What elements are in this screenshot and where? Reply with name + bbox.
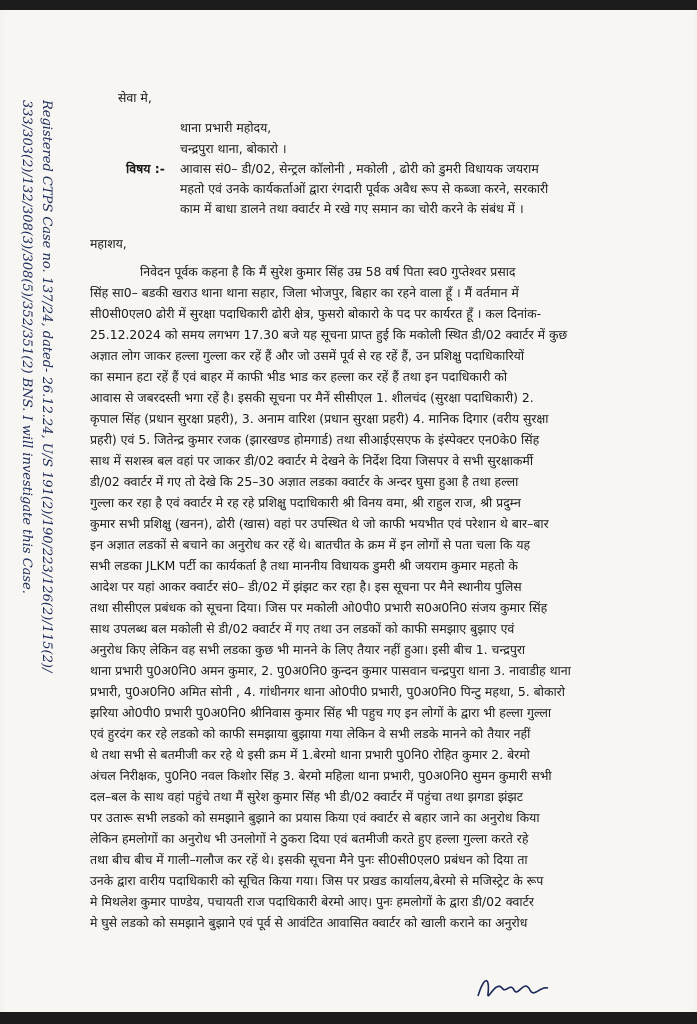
body-line: थाना प्रभारी पु0अ0नि0 अमन कुमार, 2. पु0अ0नि0 कुन्दन कुमार पासवान चन्द्रपुरा थाना 3. नावाडीह थाना <box>90 663 571 678</box>
subject-line-2: महतो एवं उनके कार्यकर्ताओं द्वारा रंगदारी पूर्वक अवैध रूप से कब्जा करने, सरकारी <box>180 181 549 196</box>
handwritten-endorsement <box>18 100 62 990</box>
subject-line-1: आवास सं0– डी/02, सेन्ट्रल कॉलोनी , मकोली , ढोरी को डुमरी विधायक जयराम <box>180 161 539 176</box>
body-line: आवास से जबरदस्ती भगा रहें है। इसकी सूचना पर मैनें सीसीएल 1. शीलचंद (सुरक्षा पदाधिकारी) 2. <box>90 390 534 405</box>
body-line: झरिया ओ0पी0 प्रभारी पु0अ0नि0 श्रीनिवास कुमार सिंह भी पहुच गए इन लोगों के द्वारा भी हल्ला गुल्ला <box>90 705 552 720</box>
subject-line-3: काम में बाधा डालने तथा क्वार्टर मे रखे गए समान का चोरी करने के संबंध में । <box>180 201 524 216</box>
body-line: एवं हुरदंग कर रहे लडको को काफी समझाया बुझाया गया लेकिन वे सभी लडके मानने को तैयार नहीं <box>90 726 531 741</box>
body-line: मे मिथलेश कुमार पाण्डेय, पचायती राज पदाधिकारी बेरमो आए। पुनः हमलोगों के द्वारा डी/02 क्वार्टर <box>90 894 534 909</box>
body-line: अज्ञात लोग जाकर हल्ला गुल्ला कर रहें हैं और जो उसमें पूर्व से रह रहें हैं, उन प्रशिक्षु पदाधिकारियों <box>90 348 525 363</box>
body-line: सिंह सा0– बडकी खराउ थाना थाना सहार, जिला भोजपुर, बिहार का रहने वाला हूँ । मैं वर्तमान में <box>90 285 519 300</box>
seva-me: सेवा मे, <box>118 90 152 105</box>
body-line: तथा बीच बीच में गाली–गलौज कर रहें थे। इसकी सूचना मैने पुनः सी0सी0एल0 प्रबंधन को दिया ता <box>90 852 528 867</box>
bottom-border <box>0 1012 697 1024</box>
body-line: निवेदन पूर्वक कहना है कि मैं सुरेश कुमार सिंह उम्र 58 वर्ष पिता स्व0 गुप्तेश्वर प्रसाद <box>140 264 516 279</box>
body-line: पर उतारू सभी लडको को समझाने बुझाने का प्रयास किया एवं क्वार्टर से बहार जाने का अनुरोध किया <box>90 810 540 825</box>
body-line: इन अज्ञात लडकों से बचाने का अनुरोध कर रहें थे। बातचीत के क्रम में इन लोगों से पता चला कि यह <box>90 537 531 552</box>
body-line: प्रभारी, पु0अ0नि0 अमित सोनी , 4. गांधीनगर थाना ओ0पी0 प्रभारी, पु0अ0नि0 पिन्टु महथा, 5. बोकारो <box>90 684 565 699</box>
handwritten-line-1: Registered CTPS Case no. 137/24, dated- 26.12.24, U/S 191(2)/190/223/126(2)/115(2)/ <box>39 100 54 673</box>
body-line: थे तथा सभी से बतमीजी कर रहे थे इसी क्रम में 1.बेरमो थाना प्रभारी पु0नि0 रोहित कुमार 2. बेरमो <box>90 747 530 762</box>
body-line: डी/02 क्वार्टर में गए तो देखे कि 25–30 अज्ञात लडका क्वार्टर के अन्दर घुसा हुआ है तथा हल्ला <box>90 474 519 489</box>
body-line: 25.12.2024 को समय लगभग 17.30 बजे यह सूचना प्राप्त हुई कि मकोली स्थित डी/02 क्वार्टर में कुछ <box>90 327 568 342</box>
recipient-line-1: थाना प्रभारी महोदय, <box>180 120 272 135</box>
body-line: उनके द्वारा वारीय पदाधिकारी को सूचित किया गया। जिस पर प्रखड कार्यालय,बेरमो से मजिस्ट्रेट के रूप <box>90 873 544 888</box>
salutation: महाशय, <box>90 236 127 251</box>
body-line: तथा सीसीएल प्रबंधक को सूचना दिया। जिस पर मकोली ओ0पी0 प्रभारी स0अ0नि0 संजय कुमार सिंह <box>90 600 548 615</box>
subject-label: विषय :- <box>126 161 165 176</box>
body-line: अनुरोध किए लेकिन वह सभी लडका कुछ भी मानने के लिए तैयार नहीं हुआ। इसी बीच 1. चन्द्रपुरा <box>90 642 526 657</box>
body-line: लेकिन हमलोगों का अनुरोध भी उनलोगों ने ठुकरा दिया एवं बतमीजी करते हुए हल्ला गुल्ला करते रहे <box>90 831 529 846</box>
body-line: दल–बल के साथ वहां पहुंचे तथा मैं सुरेश कुमार सिंह भी डी/02 क्वार्टर में पहुंचा तथा झगडा झंझट <box>90 789 523 804</box>
handwritten-line-2: 333/303(2)/132/308(3)/308(5)/352/351(2) BNS. I will investigate this Case. <box>19 100 34 594</box>
body-line: अंचल निरीक्षक, पु0नि0 नवल किशोर सिंह 3. बेरमो महिला थाना प्रभारी, पु0अ0नि0 सुमन कुमारी सभी <box>90 768 552 783</box>
body-line: कृपाल सिंह (प्रधान सुरक्षा प्रहरी), 3. अनाम वारिश (प्रधान सुरक्षा प्रहरी) 4. मानिक दिगार (वरीय सुरक्षा <box>90 411 549 426</box>
signature-scribble <box>474 968 554 1008</box>
body-line: मे घुसे लडको को समझाने बुझाने एवं पूर्व से आवंटित आवासित क्वार्टर को खाली कराने का अनुरोध <box>90 915 528 930</box>
body-line: सी0सी0एल0 ढोरी में सुरक्षा पदाधिकारी ढोरी क्षेत्र, फुसरो बोकारो के पद पर कार्यरत हूँ । कल दिनांक- <box>90 306 542 321</box>
body-line: साथ में सशस्त्र बल वहां पर जाकर डी/02 क्वार्टर मे देखने के निर्देश दिया जिसपर वे सभी सुरक्षाकर्मी <box>90 453 534 468</box>
letter-sheet <box>4 10 694 1012</box>
top-border <box>0 0 697 10</box>
body-line: साथ उपलब्ध बल मकोली से डी/02 क्वार्टर में गए तथा उन लडकों को काफी समझाए बुझाए एवं <box>90 621 515 636</box>
signature <box>474 968 554 1008</box>
body-line: सभी लडका JLKM पर्टी का कार्यकर्ता है तथा माननीय विधायक डुमरी श्री जयराम कुमार महतो के <box>90 558 518 573</box>
recipient-line-2: चन्द्रपुरा थाना, बोकारो । <box>180 141 287 156</box>
body-line: गुल्ला कर रहा है एवं क्वार्टर मे रह रहे प्रशिक्षु पदाधिकारी श्री विनय वमा, श्री राहुल राज, श्री प्रदुम्न <box>90 495 521 510</box>
body-line: कुमार सभी प्रशिक्षु (खनन), ढोरी (खास) वहां पर उपस्थित थे जो काफी भयभीत एवं परेशान थे बार–बार <box>90 516 549 531</box>
body-line: आदेश पर यहां आकर क्वार्टर सं0– डी/02 में झंझट कर रहा है। इस सूचना पर मैने स्थानीय पुलिस <box>90 579 522 594</box>
body-line: का समान हटा रहें हैं एवं बाहर में काफी भीड भाड कर हल्ला कर रहें हैं तथा इन पदाधिकारी को <box>90 369 508 384</box>
body-line: प्रहरी) एवं 5. जितेन्द्र कुमार रजक (झारखण्ड होमगार्ड) तथा सीआईएसएफ के इंस्पेक्टर एन0के0 सिंह <box>90 432 540 447</box>
